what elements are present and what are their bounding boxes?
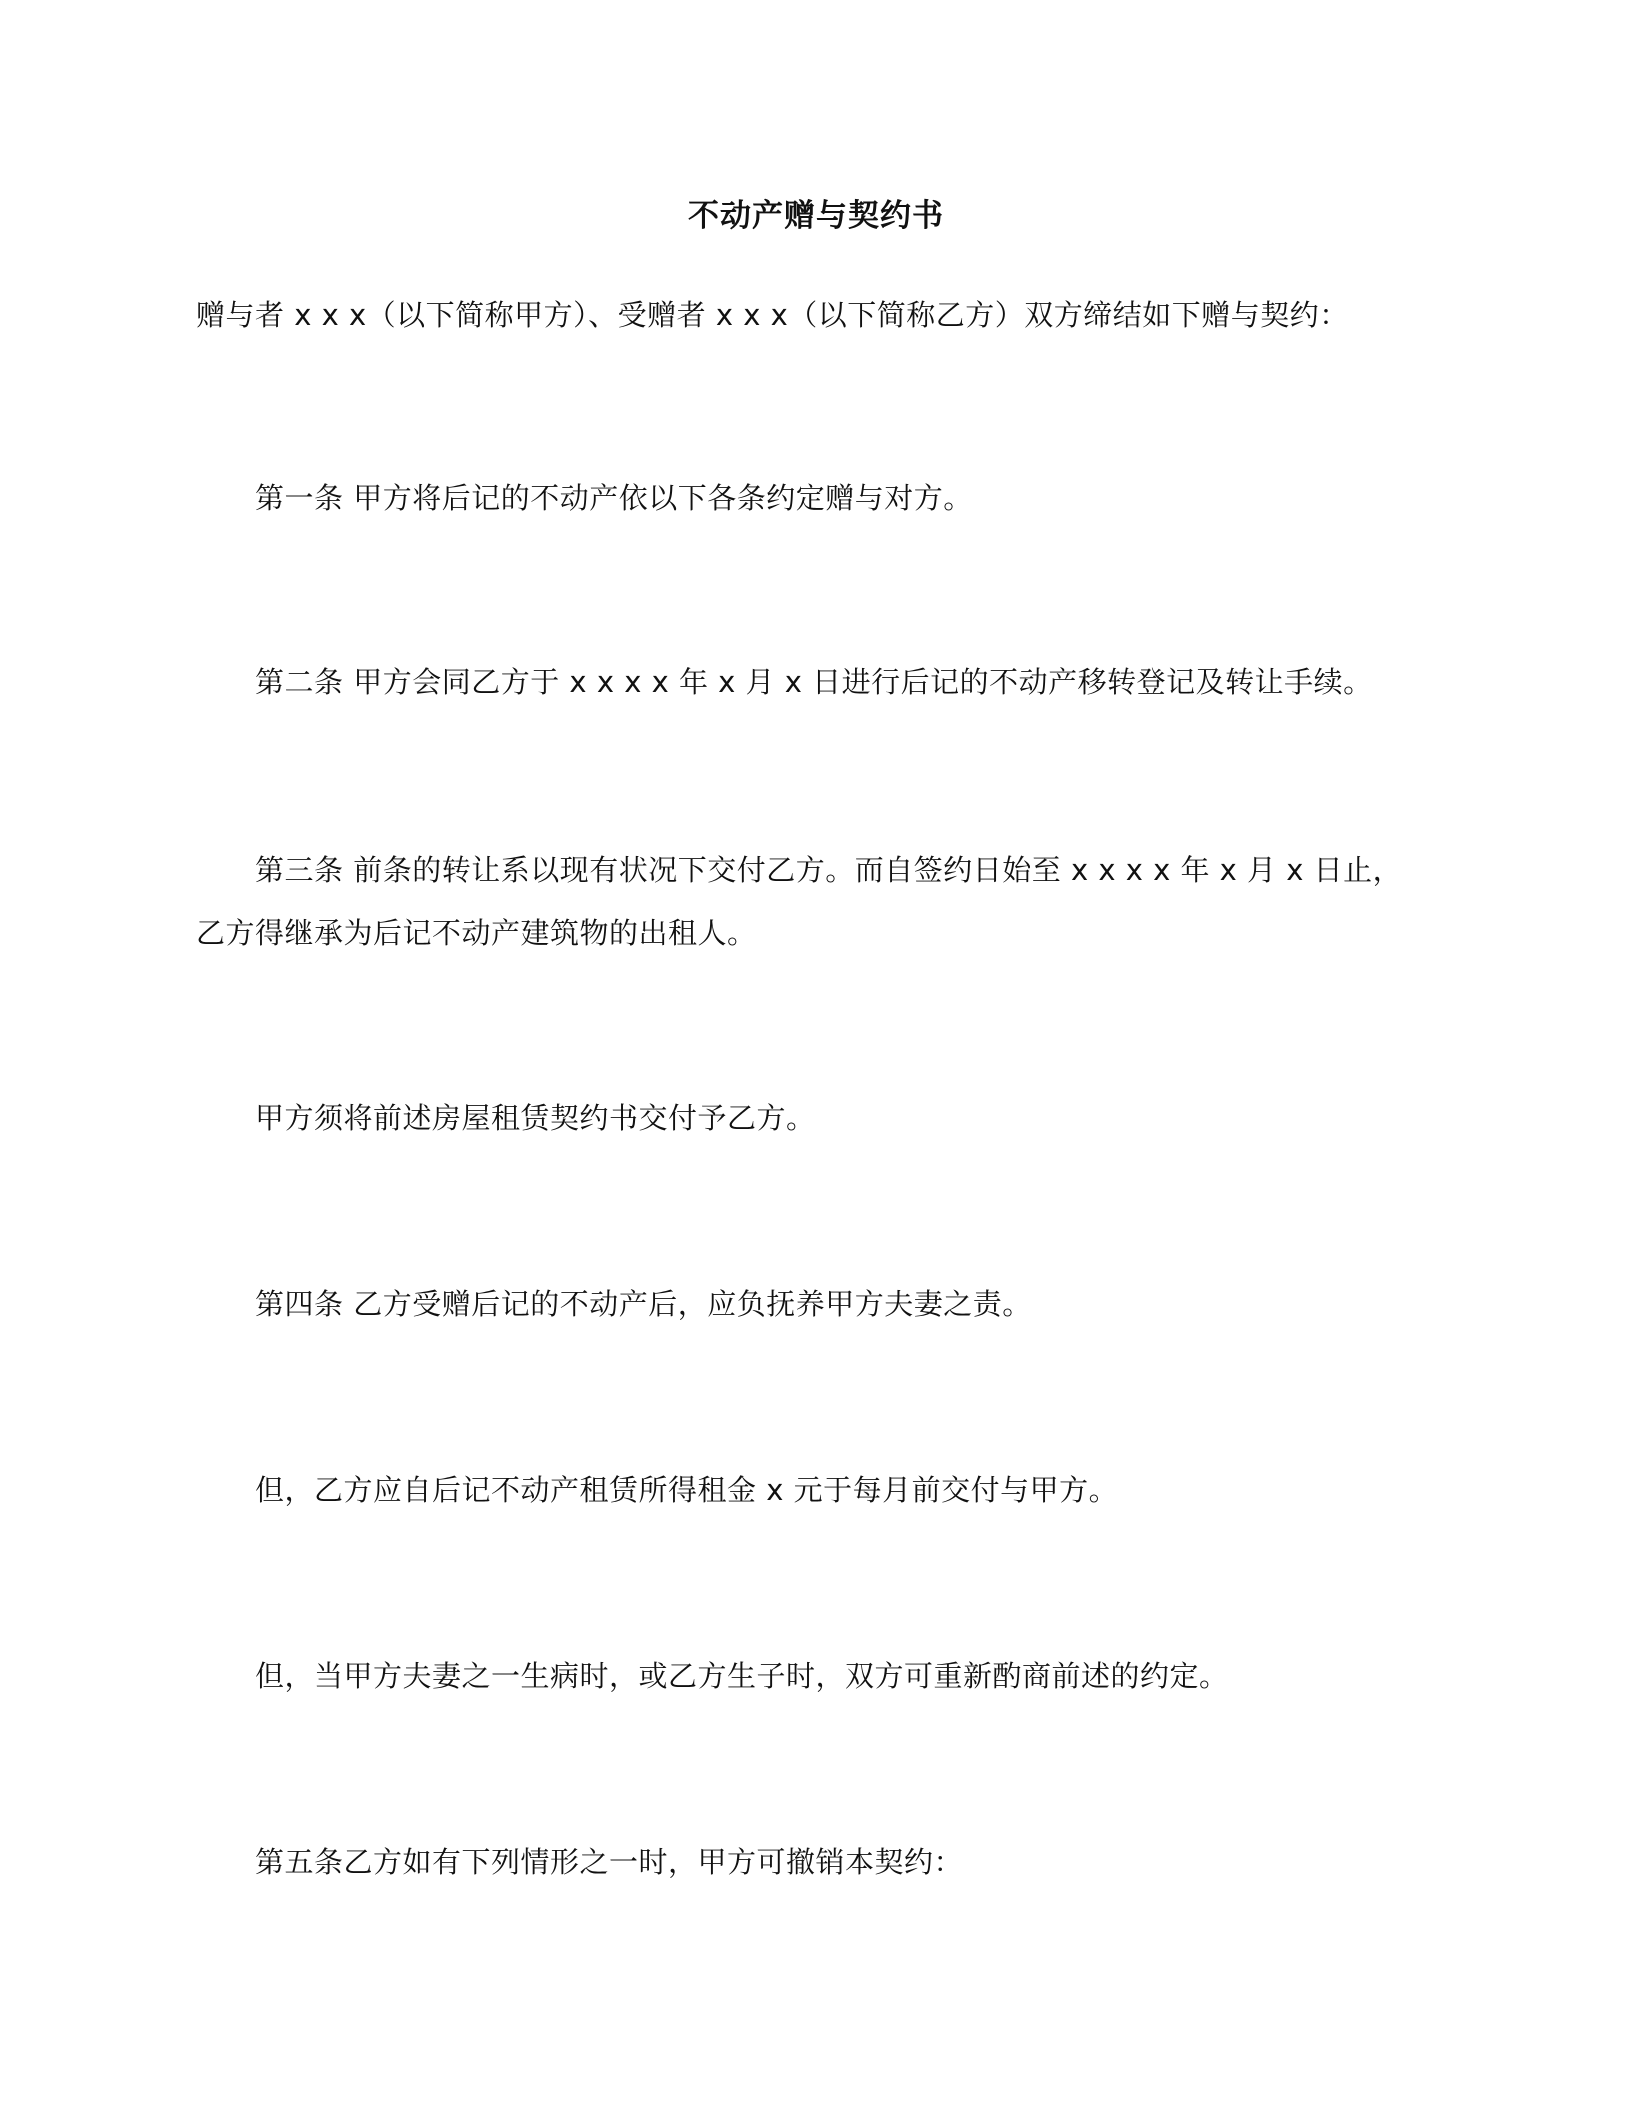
article-2: 第二条 甲方会同乙方于 x x x x 年 x 月 x 日进行后记的不动产移转登记及转让手续。 [255,665,1373,699]
article-4: 第四条 乙方受赠后记的不动产后，应负抚养甲方夫妻之责。 [255,1287,1032,1321]
article-3-line-2: 乙方得继承为后记不动产建筑物的出租人。 [196,916,757,950]
document-title: 不动产赠与契约书 [688,198,944,234]
article-3-line-1: 第三条 前条的转让系以现有状况下交付乙方。而自签约日始至 x x x x 年 x 月 x 日止， [255,853,1403,887]
article-1: 第一条 甲方将后记的不动产依以下各条约定赠与对方。 [255,481,973,515]
article-4-paragraph-3: 但，当甲方夫妻之一生病时，或乙方生子时，双方可重新酌商前述的约定。 [255,1659,1229,1693]
article-3-paragraph-2: 甲方须将前述房屋租赁契约书交付予乙方。 [255,1101,816,1135]
article-4-paragraph-2: 但，乙方应自后记不动产租赁所得租金 x 元于每月前交付与甲方。 [255,1473,1119,1507]
intro-paragraph: 赠与者 x x x（以下简称甲方）、受赠者 x x x（以下简称乙方）双方缔结如下赠与契约： [196,298,1349,332]
article-5: 第五条乙方如有下列情形之一时，甲方可撤销本契约： [255,1845,964,1879]
